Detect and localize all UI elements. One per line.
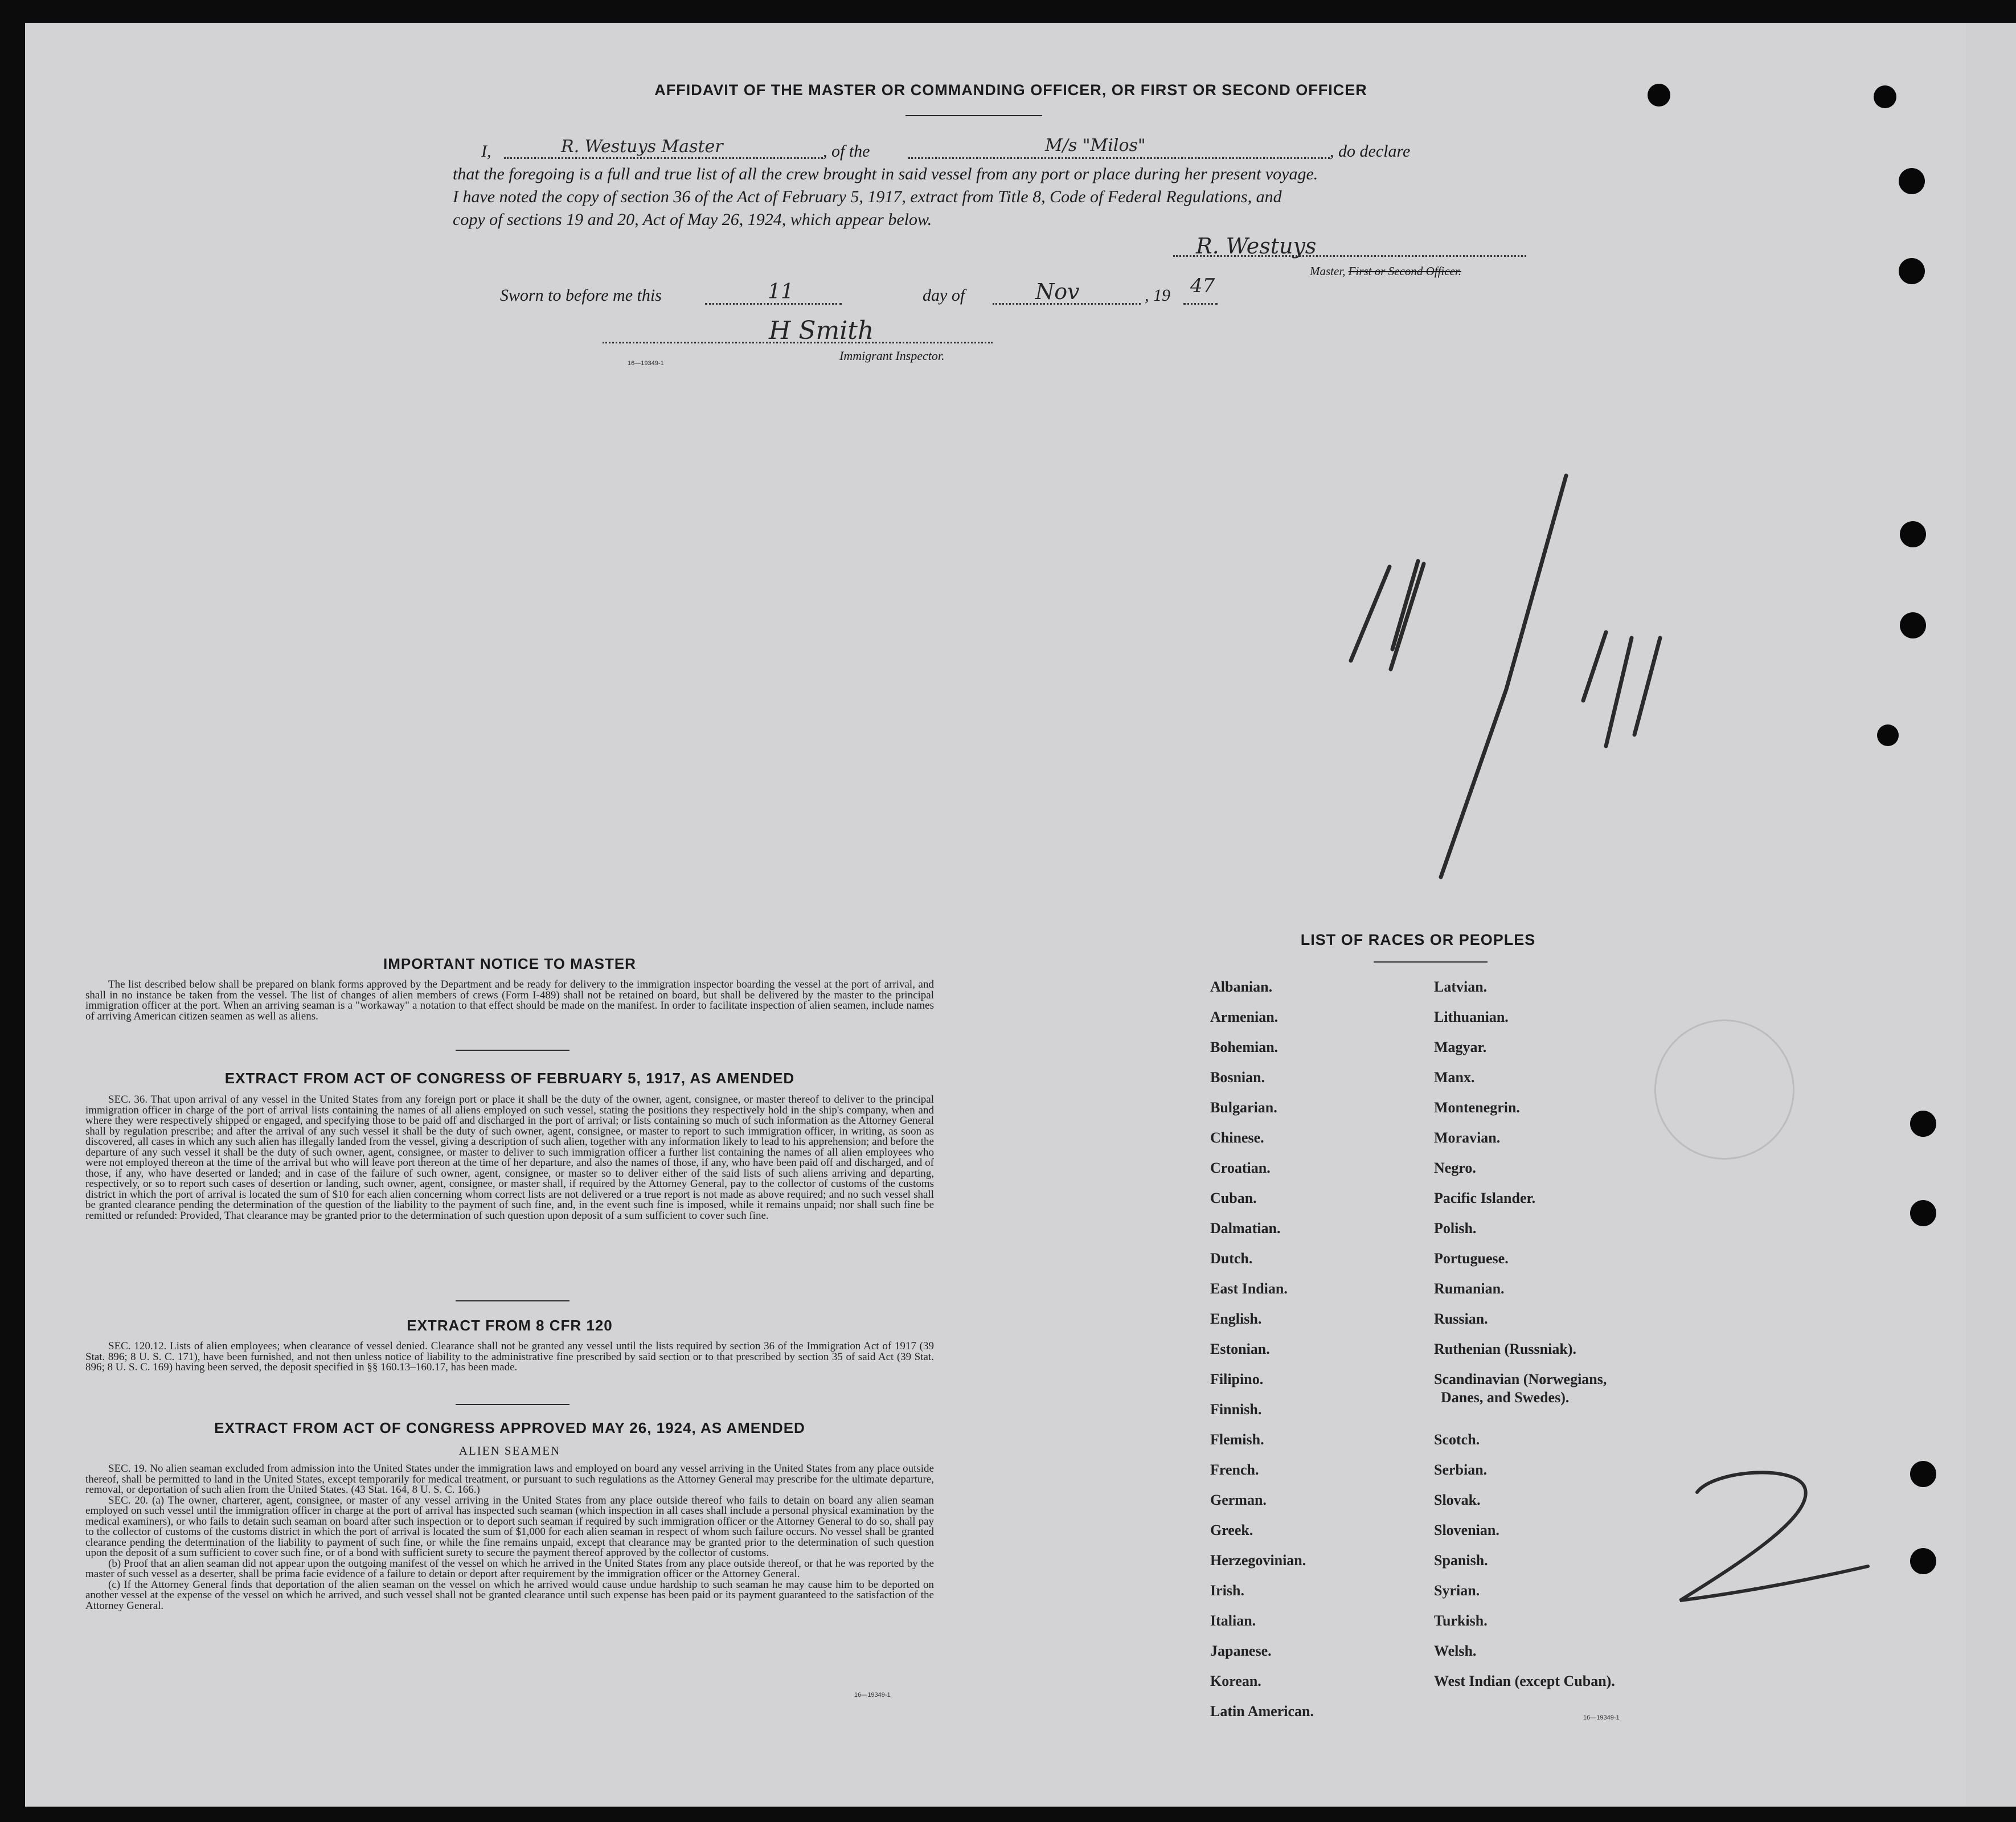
form-number-left: 16—19349-1 [854,1692,891,1698]
extract-1917-body [85,1095,934,1221]
race-item: German. [1210,1492,1267,1508]
intro-i: I, [481,142,491,161]
extract-1917-title: EXTRACT FROM ACT OF CONGRESS OF FEBRUARY 5, 1917, AS AMENDED [224,1070,795,1087]
sec-20c-text: (c) If the Attorney General finds that deportation of the alien seaman on the vessel on which he arrived would cause undue hardship to such seaman he may cause him to be deported on another vessel at the expense of the vessel on which he arrived, and such vessel shall not be granted clearance until such expense has been paid or its payment guaranteed to the satisfaction of the Attorney General. [85,1578,934,1612]
do-declare-text: , do declare [1330,142,1411,161]
race-item: Turkish. [1434,1612,1488,1629]
sec-20a-text: SEC. 20. (a) The owner, charterer, agent, consignee, or master of any vessel arriving in the United States from any place outside thereof who fails to detain on board any alien seaman employed on such vessel until the immigration officer in charge at the port of arrival has inspected such seaman (which inspection in all cases shall include a personal physical examination by the medical examiners), or who fails to detain such seaman on board after such inspection or to deport such seaman if required by such immigration officer or the Attorney General to do so, shall pay to the collector of customs of the customs district in which the port of arrival is located the sum of $1,000 for each alien seaman in respect of whom such failure occurs. No vessel shall be granted clearance pending the determination of the liability to payment of such fine, or while the fine remains unpaid, except that clearance may be granted prior to the determination of such question upon the deposit of a sum sufficient to cover such fine, or of a bond with sufficient surety to secure the payment thereof approved by the collector of customs. [85,1494,934,1559]
form-number-right: 16—19349-1 [1583,1714,1620,1721]
sworn-year-handwritten: 47 [1190,275,1215,297]
race-item: Montenegrin. [1434,1099,1520,1116]
binder-hole [1900,612,1926,638]
divider [456,1050,569,1051]
divider [456,1404,569,1405]
sworn-line [500,275,1354,314]
signature-caption [1310,264,1461,279]
race-item: Welsh. [1434,1643,1477,1659]
race-item: West Indian (except Cuban). [1434,1673,1615,1689]
signature-caption-master: Master, [1310,264,1346,278]
race-item: Cuban. [1210,1190,1257,1206]
race-item: Polish. [1434,1220,1477,1236]
affidavit-line-2: that the foregoing is a full and true list of all the crew brought in said vessel from any port or place during her present voyage. [453,165,1318,183]
race-item: Russian. [1434,1311,1488,1327]
race-item: Chinese. [1210,1129,1264,1146]
race-item: Bosnian. [1210,1069,1265,1086]
notice-title: IMPORTANT NOTICE TO MASTER [383,955,636,972]
race-item: Danes, and Swedes). [1441,1389,1570,1406]
form-number-top: 16—19349-1 [628,360,664,367]
race-item: Negro. [1434,1160,1476,1176]
race-item: Lithuanian. [1434,1009,1509,1025]
binder-hole [1910,1548,1936,1574]
race-item: Japanese. [1210,1643,1272,1659]
sworn-day-handwritten: 11 [768,280,794,304]
sworn-month-handwritten: Nov [1035,279,1080,304]
master-name-line [504,157,823,159]
inspector-caption: Immigrant Inspector. [839,349,945,363]
race-item: Scotch. [1434,1431,1480,1448]
inspector-signature-handwritten: H Smith [769,316,874,345]
extract-8cfr-title: EXTRACT FROM 8 CFR 120 [407,1317,613,1334]
race-item: Herzegovinian. [1210,1552,1306,1569]
extract-1917-text: SEC. 36. That upon arrival of any vessel in the United States from any foreign port or place it shall be the duty of the owner, agent, consignee, or master thereof to deliver to the principal immigration officer in charge of the port of arrival lists containing the names of all aliens employed on such vessel, stating the positions they respectively hold in the ship's company, when and where they were respectively shipped or engaged, and specifying those to be paid off and discharged in the port of arrival; or lists containing so much of such information as the Attorney General shall by regulation prescribe; and after the arrival of any such vessel it shall be the duty of such owner, agent, consignee, or master to report to such immigration officer, in writing, as soon as discovered, all cases in which any such alien has illegally landed from the vessel, giving a description of such alien, together with any information likely to lead to his apprehension; and before the departure of any such vessel it shall be the duty of such owner, agent, consignee, or master to deliver to such immigration officer a further list containing the names of all alien employees who were not employed thereon at the time of the arrival but who will leave port thereon at the time of her departure, and also the names of those, if any, who have been paid off and discharged, and of those, if any, who have deserted or landed; and in case of the failure of such owner, agent, consignee, or master so to deliver either of the said lists of such aliens arriving and departing, respectively, or so to report such cases of desertion or landing, such owner, agent, consignee, or master shall, if required by the Attorney General, pay to the collector of customs of the customs district in which the port of arrival is located the sum of $10 for each alien concerning whom correct lists are not delivered or a true report is not made as above required; and no such vessel shall be granted clearance pending the determination of the question of the liability to the payment of such fine, and, in the event such fine is imposed, while it remains unpaid; nor shall such fine be remitted or refunded: Provided, That clearance may be granted prior to the determination of such question upon deposit of a sum sufficient to cover such fine. [85,1094,934,1222]
binder-hole [1900,521,1926,547]
extract-1924-body [85,1464,934,1611]
handwritten-tally-marks [1310,467,1708,900]
race-item: Latvian. [1434,978,1488,995]
year-prefix: , 19 [1145,286,1170,305]
race-item: English. [1210,1311,1262,1327]
title-divider [905,115,1042,116]
races-title: LIST OF RACES OR PEOPLES [1300,931,1536,948]
race-item: Albanian. [1210,978,1273,995]
sec-20b-text: (b) Proof that an alien seaman did not appear upon the outgoing manifest of the vessel on which he arrived in the United States from any place outside thereof, or that he was reported by the master of such vessel as a deserter, shall be prima facie evidence of a failure to detain or deport after requirement by the immigration officer or the Attorney General. [85,1557,934,1580]
notice-text: The list described below shall be prepared on blank forms approved by the Department and be ready for delivery to the immigration inspector boarding the vessel at the port of arrival, and shall in no instance be taken from the vessel. The list of changes of alien members of crews (Form I-489) shall not be retained on board, but shall be delivered by the master to the principal immigration officer at the port. When an arriving seaman is a "workaway" a notation to that effect should be made on the manifest. In order to facilitate inspection of alien seamen, include names of arriving American citizen seamen as well as aliens. [85,978,934,1022]
page-edge [1966,23,2016,1807]
handwritten-page-number [1663,1458,1879,1618]
race-item: Rumanian. [1434,1280,1505,1297]
sworn-month-line [993,303,1141,305]
race-item: Scandinavian (Norwegians, [1434,1371,1607,1387]
extract-8cfr-text: SEC. 120.12. Lists of alien employees; when clearance of vessel denied. Clearance shall not be granted any vessel until the lists required by section 36 of the Immigration Act of 1917 (39 Stat. 896; 8 U. S. C. 171), have been furnished, and not then unless notice of liability to the administrative fine prescribed by said section or to that prescribed by section 35 of said Act (39 Stat. 896; 8 U. S. C. 169) having been served, the deposit specified in §§ 160.13–160.17, has been made. [85,1340,934,1373]
race-item: Latin American. [1210,1703,1314,1719]
race-item: Bohemian. [1210,1039,1279,1055]
race-item: Dalmatian. [1210,1220,1281,1236]
extract-8cfr-body [85,1341,934,1373]
race-item: Spanish. [1434,1552,1488,1569]
of-the-text: , of the [823,142,870,161]
binder-hole [1874,85,1896,108]
races-divider [1374,961,1488,963]
race-item: Irish. [1210,1582,1244,1599]
race-item: Serbian. [1434,1461,1488,1478]
affidavit-text [453,136,1535,231]
race-item: Slovak. [1434,1492,1481,1508]
race-item: Ruthenian (Russniak). [1434,1341,1576,1357]
extract-1924-title: EXTRACT FROM ACT OF CONGRESS APPROVED MAY 26, 1924, AS AMENDED [214,1419,805,1436]
affidavit-line-4: copy of sections 19 and 20, Act of May 26, 1924, which appear below. [453,210,932,229]
vessel-name-line [908,157,1330,159]
race-item: Syrian. [1434,1582,1480,1599]
day-of-text: day of [923,286,965,305]
binder-hole [1910,1111,1936,1137]
binder-hole [1877,724,1899,746]
race-item: Dutch. [1210,1250,1253,1267]
race-item: Italian. [1210,1612,1256,1629]
binder-hole [1648,84,1670,107]
race-item: East Indian. [1210,1280,1288,1297]
races-column-left [1210,980,1314,1734]
race-item: Filipino. [1210,1371,1264,1387]
inspector-line [603,342,993,343]
race-item: Bulgarian. [1210,1099,1277,1116]
race-item: Manx. [1434,1069,1475,1086]
race-item: Greek. [1210,1522,1253,1538]
races-column-right [1434,980,1615,1704]
race-item: Armenian. [1210,1009,1279,1025]
binder-hole [1899,258,1925,284]
race-item: Portuguese. [1434,1250,1509,1267]
sworn-day-line [705,303,842,305]
race-item: Pacific Islander. [1434,1190,1536,1206]
master-signature-handwritten: R. Westuys [1196,234,1317,259]
notice-body [85,980,934,1022]
faint-seal-stamp [1654,1019,1794,1160]
race-item: Croatian. [1210,1160,1271,1176]
binder-hole [1910,1200,1936,1226]
race-item: Flemish. [1210,1431,1264,1448]
affidavit-line-3: I have noted the copy of section 36 of the Act of February 5, 1917, extract from Title 8, Code of Federal Regulations, and [453,187,1282,206]
race-item: Moravian. [1434,1129,1501,1146]
race-item: Finnish. [1210,1401,1262,1418]
race-item: French. [1210,1461,1259,1478]
vessel-name-handwritten: M/s "Milos" [1045,136,1146,155]
signature-line [1173,255,1526,257]
signature-caption-officer: First or Second Officer. [1348,264,1461,278]
sec-19-text: SEC. 19. No alien seaman excluded from admission into the United States under the immigration laws and employed on board any vessel arriving in the United States from any place outside thereof, shall be permitted to land in the United States, except temporarily for medical treatment, or pursuant to such regulations as the Attorney General may prescribe for the ultimate departure, removal, or deportation of such alien from the United States. (43 Stat. 164, 8 U. S. C. 166.) [85,1463,934,1496]
sworn-year-line [1183,303,1218,305]
binder-hole [1910,1461,1936,1487]
race-item: Slovenian. [1434,1522,1499,1538]
extract-1924-subtitle: ALIEN SEAMEN [458,1444,561,1457]
binder-hole [1899,168,1925,194]
race-item: Magyar. [1434,1039,1487,1055]
affidavit-title: AFFIDAVIT OF THE MASTER OR COMMANDING OFFICER, OR FIRST OR SECOND OFFICER [654,81,1367,99]
race-item: Estonian. [1210,1341,1270,1357]
race-item: Korean. [1210,1673,1261,1689]
sworn-prefix: Sworn to before me this [500,286,662,305]
master-name-handwritten: R. Westuys Master [561,137,723,157]
divider [456,1300,569,1301]
